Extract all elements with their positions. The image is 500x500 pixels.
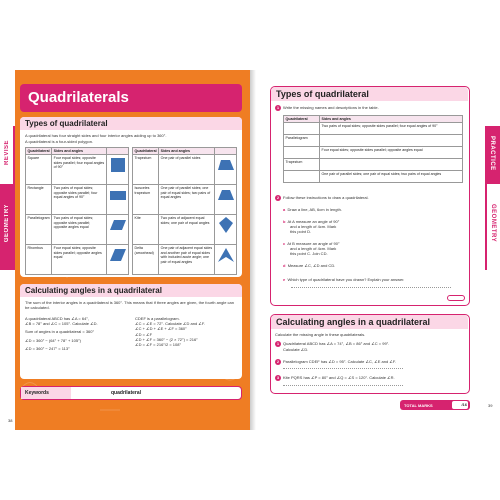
step-c-line-3: this point C. Join CD. — [290, 251, 328, 257]
example-1-line: Sum of angles in a quadrilateral = 360° — [25, 329, 95, 335]
angles-question-1-line-2: Calculate ∠D. — [283, 347, 309, 352]
table-row-desc: One pair of parallel sides; one pair of equal sides; two pairs of equal angles — [320, 171, 463, 183]
example-2 — [135, 316, 239, 347]
example-1 — [25, 316, 131, 351]
types-table-right — [132, 147, 237, 275]
answer-cell[interactable] — [284, 123, 320, 135]
question-number: 1 — [277, 106, 279, 110]
table-row-desc: One pair of parallel sides; one pair of equal sides; two pairs of equal angles — [159, 185, 215, 215]
table-row-name: Trapezium — [284, 159, 320, 171]
table-row-desc: Two pairs of equal sides; opposite sides parallel; four equal angles of 90° — [320, 123, 463, 135]
table-row-desc: Four equal sides; opposite sides parallel; opposite angles equal — [320, 147, 463, 159]
table-row-name: Rectangle — [26, 185, 52, 215]
page-title — [20, 84, 242, 112]
question-number: 2 — [277, 360, 279, 364]
step-b — [283, 219, 339, 235]
total-marks-label: TOTAL MARKS — [404, 403, 433, 408]
angles-intro: Calculate the missing angle in these quadrilaterals. — [275, 332, 366, 337]
tab-geometry-left-label: GEOMETRY — [4, 204, 10, 243]
table-row-name: Parallelogram — [26, 215, 52, 245]
question-number: 2 — [277, 196, 279, 200]
answer-cell[interactable] — [320, 159, 463, 171]
step-e — [283, 277, 404, 282]
page-fold — [250, 70, 256, 430]
practice-table — [283, 115, 463, 183]
total-marks-value: /16 — [452, 401, 468, 409]
step-letter: c — [283, 241, 286, 246]
angles-question-2-text: Parallelogram CDEF has ∠D = 95°. Calculate ∠C, ∠E and ∠F. — [283, 359, 396, 365]
answer-line[interactable] — [283, 385, 403, 386]
angles-heading: Calculating angles in a quadrilateral — [25, 286, 162, 295]
keywords-box — [20, 386, 242, 400]
answer-cell[interactable] — [320, 135, 463, 147]
step-e-text: Which type of quadrilateral have you drawn? Explain your answer. — [287, 277, 405, 282]
square-shape-icon — [107, 155, 129, 185]
table-row-name: Trapezium — [133, 155, 159, 185]
table-row-name: Isosceles trapezium — [133, 185, 159, 215]
col-sides-angles: Sides and angles — [52, 148, 107, 155]
tab-geometry-left[interactable] — [0, 184, 15, 270]
col-shape — [215, 148, 237, 155]
tab-practice[interactable] — [485, 126, 500, 184]
delta-shape-icon — [215, 245, 237, 275]
example-1-line: A quadrilateral ABCD has ∠A = 64°, — [25, 316, 89, 321]
total-marks-bar — [400, 400, 470, 410]
practice-angles-heading: Calculating angles in a quadrilateral — [271, 315, 468, 329]
answer-line[interactable] — [283, 368, 403, 369]
step-d — [283, 263, 335, 268]
practice-types-heading: Types of quadrilateral — [271, 87, 468, 101]
angles-question-1-text: Quadrilateral ABCD has ∠A = 74°, ∠B = 86° and ∠C = 99°. — [283, 341, 390, 347]
trapezium-shape-icon — [215, 155, 237, 185]
keywords-label: Keywords — [21, 387, 71, 399]
table-row-name: Parallelogram — [284, 135, 320, 147]
marks-box — [447, 295, 465, 301]
table-row-name: Square — [26, 155, 52, 185]
tab-revise-label: REVISE — [4, 140, 10, 166]
step-b-line-1: At A measure an angle of 90° — [287, 219, 340, 224]
page-number-left: 38 — [8, 418, 13, 423]
question-2 — [275, 195, 369, 201]
step-letter: d — [283, 263, 286, 268]
practice-types-box — [270, 86, 470, 306]
tab-revise[interactable] — [0, 126, 15, 184]
table-row-desc: Four equal sides; opposite sides parallel; four equal angles of 90° — [52, 155, 107, 185]
question-1-text: Write the missing names and descriptions in the table. — [283, 105, 379, 111]
table-row-desc: Two pairs of adjacent equal sides; one pair of equal angles — [159, 215, 215, 245]
angles-intro: The sum of the interior angles in a quadrilateral is 360°. This means that if three angles are given, the fourth angle can be calculated. — [25, 300, 234, 311]
example-2-line: ∠D = ∠F = 216°/2 = 108° — [135, 342, 182, 348]
question-number: 3 — [277, 376, 279, 380]
types-intro-1: A quadrilateral has four straight sides and four interior angles adding up to 360°. — [25, 133, 167, 138]
col-sides-angles: Sides and angles — [320, 116, 463, 123]
tab-practice-label: PRACTICE — [489, 136, 495, 171]
col-quadrilateral: Quadrilateral — [284, 116, 320, 123]
step-d-text: Measure ∠C, ∠D and CD. — [287, 263, 336, 268]
table-row-name: Rhombus — [26, 245, 52, 275]
example-1-line: ∠B = 78° and ∠C = 105°. Calculate ∠D. — [25, 321, 98, 327]
step-c-line-1: At B measure an angle of 90° — [287, 241, 340, 246]
rectangle-shape-icon — [107, 185, 129, 215]
page-title-text: Quadrilaterals — [28, 89, 129, 106]
col-quadrilateral: Quadrilateral — [134, 149, 157, 153]
col-quadrilateral: Quadrilateral — [27, 149, 50, 153]
kite-shape-icon — [215, 215, 237, 245]
angles-card — [20, 284, 242, 379]
step-letter: b — [283, 219, 286, 224]
types-heading: Types of quadrilateral — [25, 119, 108, 128]
rhombus-shape-icon — [107, 245, 129, 275]
angles-question-3-text: Kite PQRS has ∠P = 80° and ∠Q = ∠S = 120°. Calculate ∠R. — [283, 375, 395, 381]
step-a — [283, 207, 342, 212]
keywords-value: quadrilateral — [111, 390, 142, 396]
page-number-right: 39 — [488, 403, 493, 408]
question-number: 1 — [277, 342, 279, 346]
step-letter: e — [283, 277, 286, 282]
types-card — [20, 117, 242, 277]
step-b-line-2: and a length of 4cm. Mark — [290, 224, 337, 230]
example-2-line: CDEF is a parallelogram. — [135, 316, 180, 321]
table-row-desc: Two pairs of equal sides; opposite sides parallel; opposite angles equal — [52, 215, 107, 245]
parallelogram-shape-icon — [107, 215, 129, 245]
angles-question-3 — [275, 375, 395, 381]
answer-cell[interactable] — [284, 147, 320, 159]
angles-question-2 — [275, 359, 396, 365]
example-2-line: ∠D = ∠F — [135, 331, 153, 337]
answer-line[interactable] — [291, 287, 451, 288]
example-1-line: ∠D = 360° − 247° = 113° — [25, 345, 70, 351]
answer-cell[interactable] — [284, 171, 320, 183]
example-2-line: ∠C = ∠E = 72°. Calculate ∠D and ∠F. — [135, 321, 205, 327]
isosceles-trapezium-shape-icon — [215, 185, 237, 215]
angles-question-1 — [275, 341, 465, 352]
step-a-text: Draw a line, AB, 6cm in length. — [287, 207, 342, 212]
table-row-name: Kite — [133, 215, 159, 245]
step-letter: a — [283, 207, 286, 212]
example-2-line: ∠C + ∠D + ∠E + ∠F = 360° — [135, 326, 187, 332]
left-page — [0, 70, 250, 430]
table-row-desc: One pair of adjacent equal sides and another pair of equal sides with included acute angle; one pair of equal angles — [159, 245, 215, 275]
question-1 — [275, 105, 379, 111]
tab-geometry-right[interactable] — [485, 184, 500, 270]
col-sides-angles: Sides and angles — [159, 148, 215, 155]
right-page — [250, 70, 500, 430]
col-shape — [107, 148, 129, 155]
types-table-left — [25, 147, 129, 275]
tab-geometry-right-label: GEOMETRY — [490, 204, 496, 243]
table-row-desc: Two pairs of equal sides; opposite sides parallel; four equal angles of 90° — [52, 185, 107, 215]
step-b-line-3: this point D. — [290, 229, 312, 235]
example-2-line: ∠D + ∠F = 360° − (2 × 72°) = 216° — [135, 336, 198, 342]
table-row-desc: One pair of parallel sides — [159, 155, 215, 185]
step-c — [283, 241, 340, 257]
book-spread — [0, 70, 500, 430]
table-row-desc: Four equal sides; opposite sides parallel; opposite angles equal — [52, 245, 107, 275]
question-2-text: Follow these instructions to draw a quadrilateral. — [283, 195, 369, 201]
example-1-line: ∠D = 360° − (64° + 78° + 105°) — [25, 337, 82, 343]
table-row-name: Delta (arrowhead) — [133, 245, 159, 275]
step-c-line-2: and a length of 4cm. Mark — [290, 246, 337, 252]
types-intro-2: A quadrilateral is a four-sided polygon. — [25, 139, 94, 144]
practice-angles-box — [270, 314, 470, 394]
